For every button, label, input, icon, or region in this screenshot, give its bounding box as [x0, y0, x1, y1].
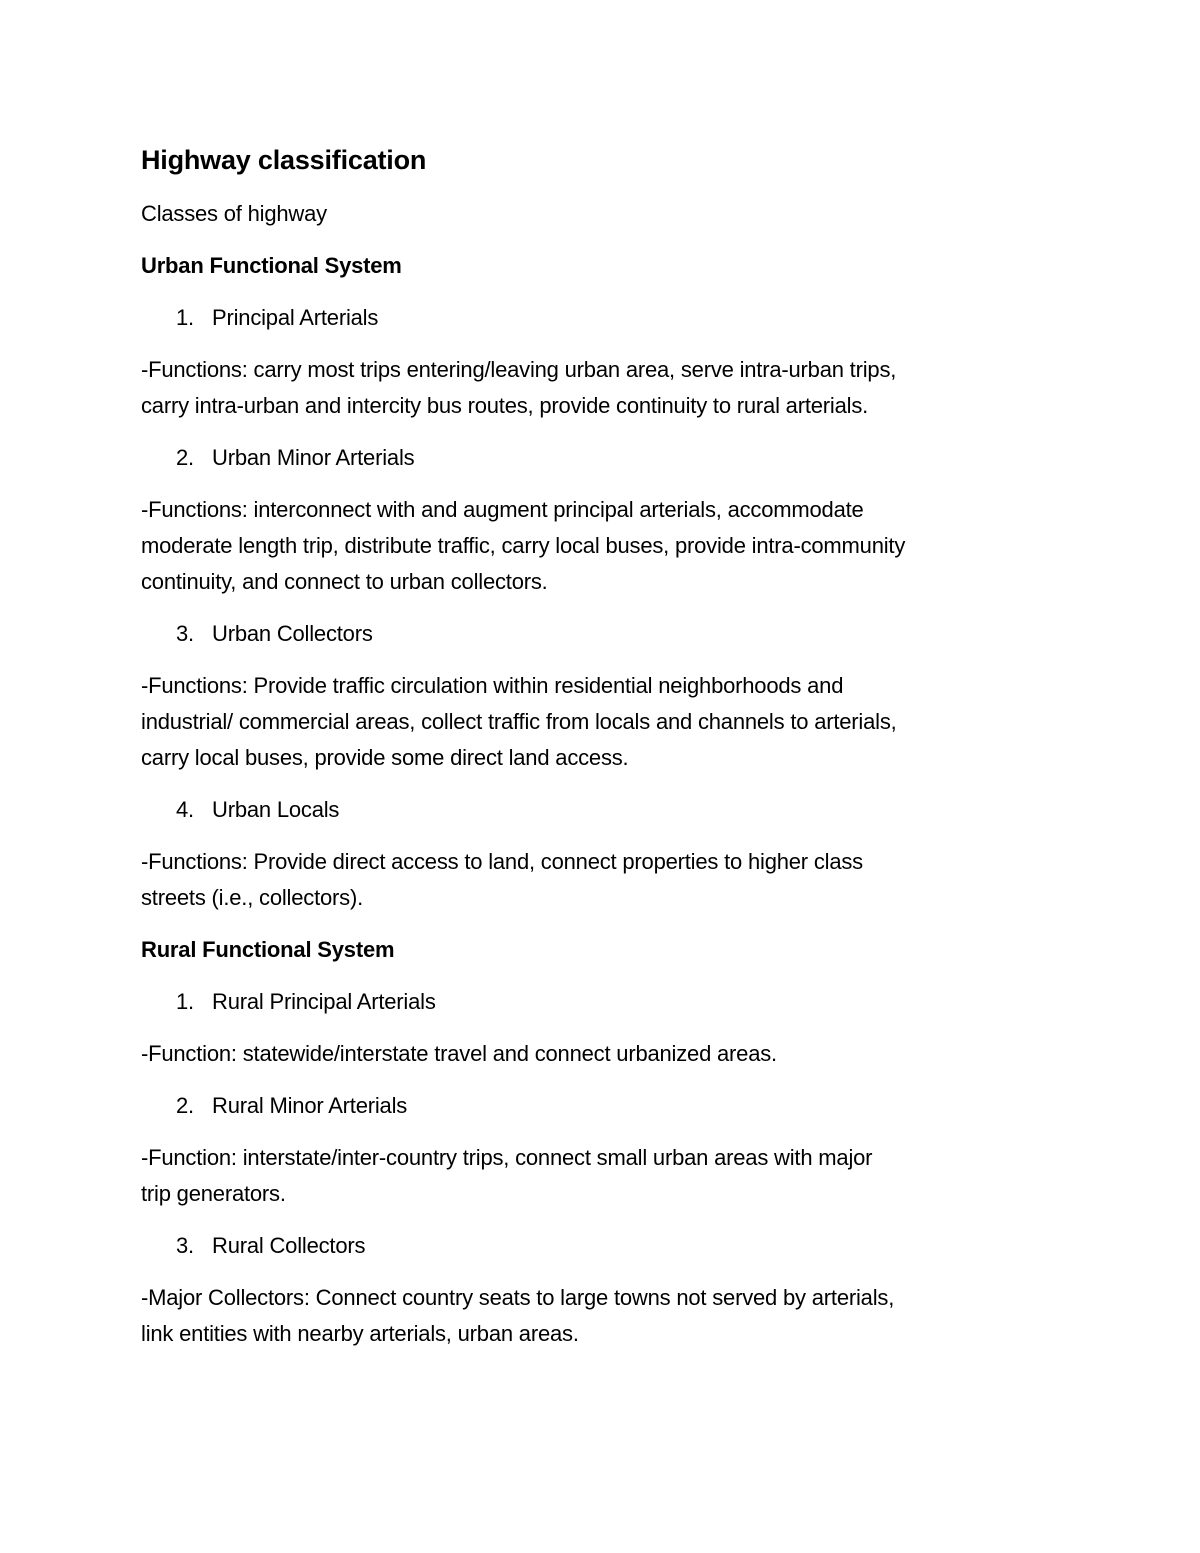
list-number: 3. — [176, 621, 194, 646]
description-line: -Functions: interconnect with and augment principal arterials, accommodate — [141, 497, 864, 522]
list-number: 1. — [176, 989, 194, 1014]
description-line: continuity, and connect to urban collectors. — [141, 569, 548, 594]
description-line: trip generators. — [141, 1181, 286, 1206]
description-line: -Functions: carry most trips entering/leaving urban area, serve intra-urban trips, — [141, 357, 897, 382]
description-line: carry local buses, provide some direct land access. — [141, 745, 629, 770]
list-label: Principal Arterials — [212, 305, 379, 330]
list-item — [141, 792, 1071, 828]
description-line: -Functions: Provide traffic circulation within residential neighborhoods and — [141, 673, 844, 698]
list-label: Rural Collectors — [212, 1233, 366, 1258]
description-line: link entities with nearby arterials, urban areas. — [141, 1321, 579, 1346]
classes-subtitle: Classes of highway — [141, 201, 327, 226]
description-line: -Function: statewide/interstate travel and connect urbanized areas. — [141, 1041, 777, 1066]
description-line: -Function: interstate/inter-country trips, connect small urban areas with major — [141, 1145, 873, 1170]
list-label: Urban Minor Arterials — [212, 445, 415, 470]
list-item — [141, 984, 1071, 1020]
description-line: -Major Collectors: Connect country seats to large towns not served by arterials, — [141, 1285, 895, 1310]
list-number: 3. — [176, 1233, 194, 1258]
rural-heading: Rural Functional System — [141, 937, 395, 962]
urban-heading: Urban Functional System — [141, 253, 402, 278]
document-content — [141, 140, 1071, 1352]
document-title: Highway classification — [141, 145, 427, 175]
list-item — [141, 300, 1071, 336]
list-number: 2. — [176, 1093, 194, 1118]
list-item — [141, 440, 1071, 476]
list-label: Rural Minor Arterials — [212, 1093, 408, 1118]
list-item — [141, 616, 1071, 652]
description-line: moderate length trip, distribute traffic, carry local buses, provide intra-community — [141, 533, 906, 558]
list-number: 4. — [176, 797, 194, 822]
list-item — [141, 1228, 1071, 1264]
list-label: Urban Locals — [212, 797, 340, 822]
list-item — [141, 1088, 1071, 1124]
list-number: 1. — [176, 305, 194, 330]
description-line: streets (i.e., collectors). — [141, 885, 363, 910]
description-line: -Functions: Provide direct access to land, connect properties to higher class — [141, 849, 863, 874]
list-label: Urban Collectors — [212, 621, 373, 646]
list-number: 2. — [176, 445, 194, 470]
description-line: carry intra-urban and intercity bus routes, provide continuity to rural arterials. — [141, 393, 869, 418]
description-line: industrial/ commercial areas, collect traffic from locals and channels to arterials, — [141, 709, 897, 734]
list-label: Rural Principal Arterials — [212, 989, 436, 1014]
